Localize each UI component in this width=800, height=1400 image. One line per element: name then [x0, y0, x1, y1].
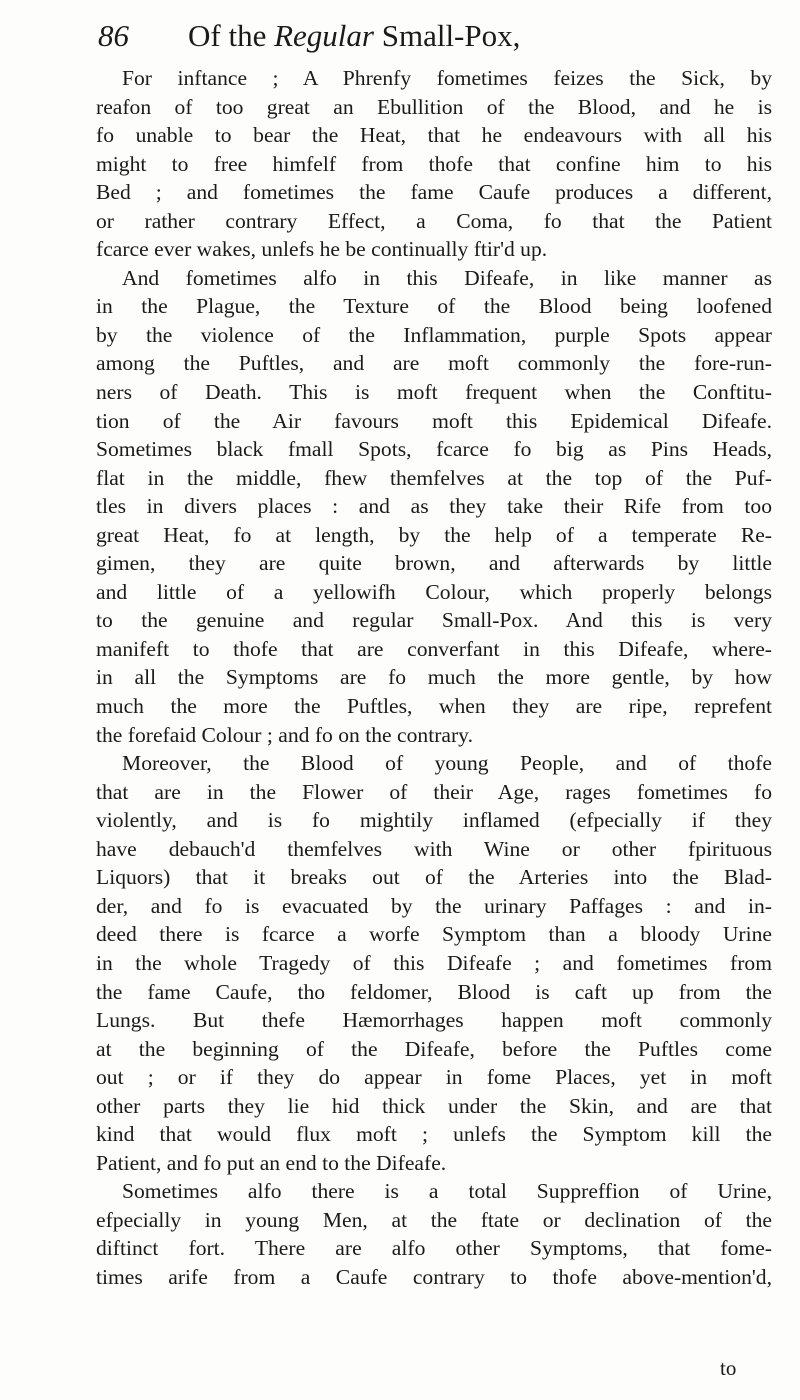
running-header	[98, 14, 738, 58]
running-title	[188, 14, 520, 58]
text-line: efpecially in young Men, at the ftate or declination of the	[96, 1207, 772, 1232]
text-line: or rather contrary Effect, a Coma, fo that the Patient	[96, 208, 772, 233]
text-line: great Heat, fo at length, by the help of a temperate Re-	[96, 522, 772, 547]
text-line: kind that would flux moft ; unlefs the Symptom kill the	[96, 1122, 772, 1147]
text-line: Liquors) that it breaks out of the Arteries into the Blad-	[96, 865, 772, 890]
text-line: flat in the middle, fhew themfelves at the top of the Puf-	[96, 465, 772, 490]
title-italic: Regular	[274, 18, 374, 53]
text-line: fo unable to bear the Heat, that he endeavours with all his	[96, 123, 772, 148]
text-line: Lungs. But thefe Hæmorrhages happen moft commonly	[96, 1008, 772, 1033]
text-line: tles in divers places : and as they take their Rife from too	[96, 494, 772, 519]
title-suffix: Small-Pox,	[373, 18, 521, 53]
text-line: in all the Symptoms are fo much the more gentle, by how	[96, 665, 772, 690]
text-line: diftinct fort. There are alfo other Symptoms, that fome-	[96, 1236, 772, 1261]
text-line: times arife from a Caufe contrary to thofe above-mention'd,	[96, 1264, 772, 1289]
text-line: gimen, they are quite brown, and afterwards by little	[96, 551, 772, 576]
text-line: other parts they lie hid thick under the Skin, and are that	[96, 1093, 772, 1118]
text-line: der, and fo is evacuated by the urinary Paffages : and in-	[96, 893, 772, 918]
text-line: that are in the Flower of their Age, rages fometimes fo	[96, 779, 772, 804]
page-number: 86	[98, 18, 129, 53]
text-line: among the Puftles, and are moft commonly the fore-run-	[96, 351, 772, 376]
text-line: in the whole Tragedy of this Difeafe ; and fometimes from	[96, 950, 772, 975]
text-line: by the violence of the Inflammation, purple Spots appear	[96, 322, 772, 347]
text-line: in the Plague, the Texture of the Blood being loofened	[96, 294, 772, 319]
text-line: deed there is fcarce a worfe Symptom than a bloody Urine	[96, 922, 772, 947]
text-line: might to free himfelf from thofe that confine him to his	[96, 151, 772, 176]
text-line: have debauch'd themfelves with Wine or other fpirituous	[96, 836, 772, 861]
text-line: Sometimes black fmall Spots, fcarce fo big as Pins Heads,	[96, 437, 772, 462]
text-line: out ; or if they do appear in fome Places, yet in moft	[96, 1065, 772, 1090]
text-line: Bed ; and fometimes the fame Caufe produces a different,	[96, 180, 772, 205]
text-line: tion of the Air favours moft this Epidemical Difeafe.	[96, 408, 772, 433]
text-line: to the genuine and regular Small-Pox. And this is very	[96, 608, 772, 633]
body-text	[96, 64, 772, 1292]
text-line: reafon of too great an Ebullition of the Blood, and he is	[96, 94, 772, 119]
text-line: the forefaid Colour ; and fo on the contrary.	[96, 722, 473, 747]
text-line: fcarce ever wakes, unlefs he be continually ftir'd up.	[96, 237, 548, 262]
text-line: the fame Caufe, tho feldomer, Blood is caft up from the	[96, 979, 772, 1004]
text-line: Moreover, the Blood of young People, and of thofe	[122, 751, 772, 776]
text-line: And fometimes alfo in this Difeafe, in like manner as	[122, 265, 772, 290]
catchword: to	[720, 1356, 737, 1380]
text-line: For inftance ; A Phrenfy fometimes feizes the Sick, by	[122, 66, 772, 90]
text-line: at the beginning of the Difeafe, before the Puftles come	[96, 1036, 772, 1061]
text-line: violently, and is fo mightily inflamed (efpecially if they	[96, 808, 772, 833]
text-line: manifeft to thofe that are converfant in this Difeafe, where-	[96, 636, 772, 661]
text-line: ners of Death. This is moft frequent when the Conftitu-	[96, 380, 772, 405]
text-line: Patient, and fo put an end to the Difeafe.	[96, 1150, 447, 1175]
text-line: and little of a yellowifh Colour, which properly belongs	[96, 579, 772, 604]
title-prefix: Of the	[188, 18, 275, 53]
text-line: Sometimes alfo there is a total Suppreffion of Urine,	[122, 1179, 772, 1204]
text-line: much the more the Puftles, when they are ripe, reprefent	[96, 694, 772, 719]
